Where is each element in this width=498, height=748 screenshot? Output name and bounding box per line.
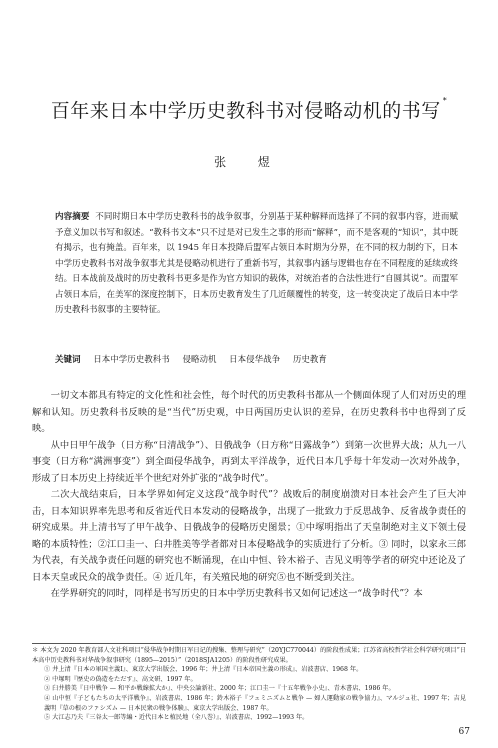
keywords-label: 关键词 bbox=[55, 355, 81, 365]
funding-note: ＊ 本文为 2020 年教育部人文社科项目“侵华战争时期日军日记的搜集、整理与研究”（20YJC770044）的阶段性成果；江苏省高校哲学社会科学研究项目“日本高中历史教科书对华战争叙事研究（1895—2015）”（2018SJA1205）的阶段性研究成果。 bbox=[32, 647, 466, 664]
footnote-divider bbox=[32, 643, 466, 644]
footnote-3: ③ 臼井勝美『日中戦争 — 和平か戦線拡大か』、中央公論新社、2000 年；江口圭一『十五年戦争小史』、青木書店、1986 年。 bbox=[44, 685, 395, 693]
body-paragraph-3: 二次大战结束后，日本学界如何定义这段“战争时代”？战败后的制度崩溃对日本社会产生了巨大冲击，日本知识界率先思考和反省近代日本发动的侵略战争，出现了一批致力于反思战争、反省战争责任的研究成果。井上清书写了甲午战争、日俄战争的侵略历史图景；①中塚明指出了天皇制绝对主义下领土侵略的本质特性；②江口圭一、臼井胜美等学者都对日本侵略战争的实质进行了分析。③ 同时，以家永三郎为代表，有关战争责任问题的研究也不断涌现，在山中恒、铃木裕子、吉见义明等学者的研究中还论及了日本天皇或民众的战争责任。④ 近几年，有关殖民地的研究⑤也不断受到关注。 bbox=[32, 489, 466, 583]
body-paragraph-1: 一切文本都具有特定的文化性和社会性，每个时代的历史教科书都从一个侧面体现了人们对历史的理解和认知。历史教科书反映的是“当代”历史观，中日两国历史认识的差异，在历史教科书中也得到了反映。 bbox=[32, 390, 466, 434]
footnotes bbox=[32, 646, 466, 723]
keyword-2: 侵略动机 bbox=[182, 355, 217, 365]
body-paragraph-2: 从中日甲午战争（日方称“日清战争”）、日俄战争（日方称“日露战争”）到第一次世界大战；从九一八事变（日方称“满洲事变”）到全面侵华战争，再到太平洋战争，近代日本几乎每十年发动一次对外战争，形成了日本历史上持续近半个世纪对外扩张的“战争时代”。 bbox=[32, 439, 466, 484]
keyword-3: 日本侵华战争 bbox=[229, 355, 281, 365]
title-footnote-mark: * bbox=[442, 96, 448, 105]
footnote-4: ④ 山中恒『子どもたちの太平洋戦争』、岩波書店、1986 年；鈴木裕子『フェミニズムと戦争 — 婦人運動家の戦争協力』、マルジュ社、1997 年；吉見義明『草の根のファシズム — 日本民衆の戦争体験』、東京大学出版会、1987 年。 bbox=[44, 694, 466, 712]
article-title bbox=[0, 96, 498, 123]
keyword-1: 日本中学历史教科书 bbox=[93, 355, 170, 365]
article-title-text: 百年来日本中学历史教科书对侵略动机的书写 bbox=[50, 100, 441, 122]
body-paragraph-4: 在学界研究的同时，同样是书写历史的日本中学历史教科书又如何记述这一“战争时代”？本 bbox=[50, 588, 423, 599]
abstract-text: 不同时期日本中学历史教科书的战争叙事，分别基于某种解释而选择了不同的叙事内容，进而赋予意义加以书写和叙述。“教科书文本”只不过是对已发生之事的形而“解释”，而不是客观的“知识”，其中既有揭示，也有掩盖。百年来，以 1945 年日本投降后盟军占领日本时期为分界，在不同的权力制约下，日本中学历史教科书对战争叙事尤其是侵略动机进行了重新书写，其叙事内涵与逻辑也存在不同程度的延续或终结。日本战前及战时的历史教科书更多是作为官方知识的载体，对统治者的合法性进行“自圆其说”。而盟军占领日本后，在美军的深度控制下，日本历史教育发生了几近颠覆性的转变，这一转变决定了战后日本中学历史教科书叙事的主要特征。 bbox=[55, 212, 458, 315]
page-number: 67 bbox=[458, 727, 470, 737]
footnote-2: ② 中塚明『歴史の偽造をただす』、高文研、1997 年。 bbox=[44, 675, 197, 683]
footnote-5: ⑤ 大江志乃夫『三谷太一郎等編・近代日本と植民地（全八巻）』、岩波書店、1992—1993 年。 bbox=[44, 714, 309, 722]
keyword-4: 历史教育 bbox=[292, 355, 327, 365]
abstract-label: 内容摘要 bbox=[55, 212, 90, 222]
body-text bbox=[32, 388, 466, 603]
author-name: 张 煜 bbox=[214, 155, 284, 169]
keywords bbox=[55, 353, 458, 365]
abstract bbox=[55, 210, 458, 319]
footnote-1: ① 井上清『日本の軍国主義Ⅰ』、東京大学出版会、1996 年；井上清『日本帝国主義の形成』、岩波書店、1968 年。 bbox=[44, 666, 363, 674]
